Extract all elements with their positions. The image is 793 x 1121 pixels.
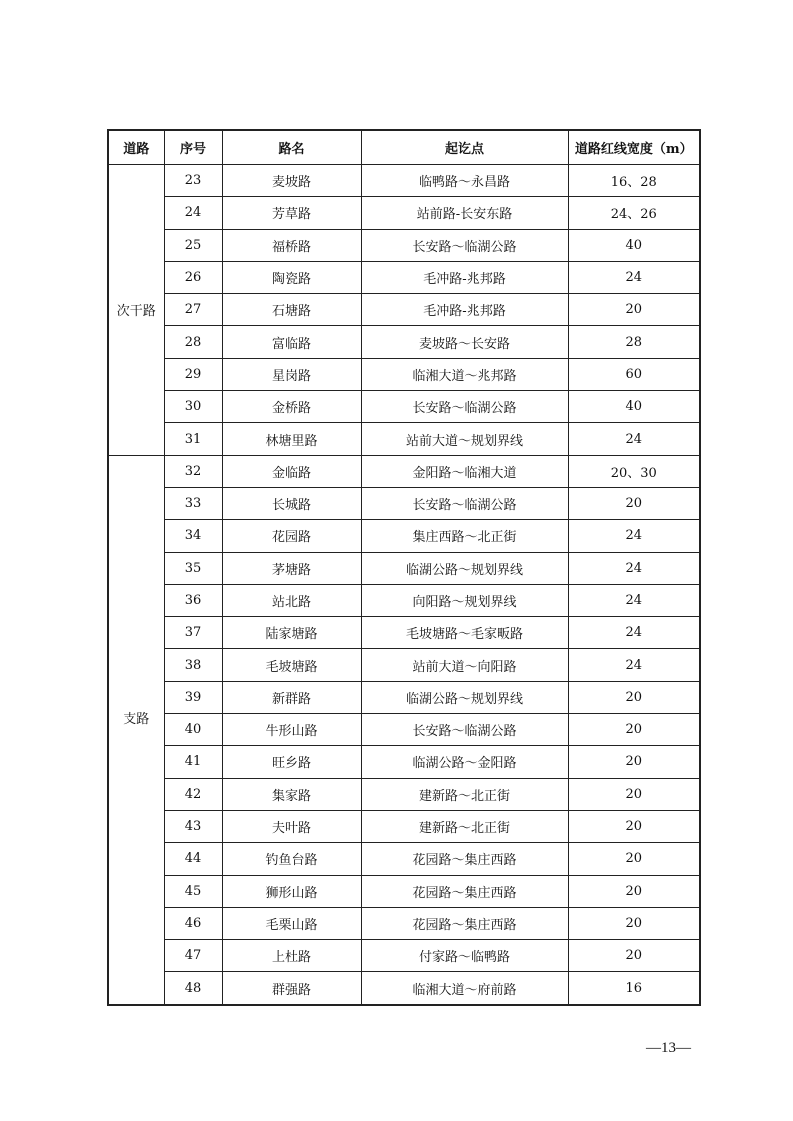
- red-line-width: 20、30: [568, 455, 700, 487]
- red-line-width: 24、26: [568, 197, 700, 229]
- start-end-points: 站前大道～规划界线: [361, 423, 568, 455]
- red-line-width: 16、28: [568, 165, 700, 197]
- row-number: 35: [164, 552, 222, 584]
- road-name: 石塘路: [222, 294, 361, 326]
- row-number: 34: [164, 520, 222, 552]
- table-row: [108, 423, 700, 455]
- table-row: [108, 487, 700, 519]
- start-end-points: 临湖公路～金阳路: [361, 746, 568, 778]
- road-name: 新群路: [222, 681, 361, 713]
- road-name: 茅塘路: [222, 552, 361, 584]
- red-line-width: 24: [568, 552, 700, 584]
- start-end-points: 花园路～集庄西路: [361, 907, 568, 939]
- table-row: [108, 197, 700, 229]
- road-name: 毛栗山路: [222, 907, 361, 939]
- table-row: [108, 294, 700, 326]
- table-row: [108, 326, 700, 358]
- red-line-width: 20: [568, 875, 700, 907]
- row-number: 47: [164, 940, 222, 972]
- road-name: 林塘里路: [222, 423, 361, 455]
- start-end-points: 长安路～临湖公路: [361, 391, 568, 423]
- road-name: 星岗路: [222, 358, 361, 390]
- road-table: [107, 129, 701, 1006]
- red-line-width: 24: [568, 649, 700, 681]
- row-number: 30: [164, 391, 222, 423]
- table-row: [108, 907, 700, 939]
- road-name: 花园路: [222, 520, 361, 552]
- red-line-width: 20: [568, 746, 700, 778]
- red-line-width: 28: [568, 326, 700, 358]
- start-end-points: 向阳路～规划界线: [361, 584, 568, 616]
- start-end-points: 毛坡塘路～毛家畈路: [361, 617, 568, 649]
- red-line-width: 20: [568, 714, 700, 746]
- row-number: 40: [164, 714, 222, 746]
- row-number: 29: [164, 358, 222, 390]
- start-end-points: 临湘大道～府前路: [361, 972, 568, 1005]
- row-number: 23: [164, 165, 222, 197]
- start-end-points: 建新路～北正街: [361, 810, 568, 842]
- table-row: [108, 875, 700, 907]
- row-number: 31: [164, 423, 222, 455]
- page-number: —13—: [646, 1040, 691, 1056]
- table-row: [108, 261, 700, 293]
- table-header-row: [108, 130, 700, 165]
- table-row: [108, 552, 700, 584]
- row-number: 24: [164, 197, 222, 229]
- red-line-width: 20: [568, 907, 700, 939]
- road-name: 上杜路: [222, 940, 361, 972]
- red-line-width: 20: [568, 294, 700, 326]
- start-end-points: 站前路-长安东路: [361, 197, 568, 229]
- red-line-width: 40: [568, 391, 700, 423]
- table-body: [108, 165, 700, 1005]
- red-line-width: 24: [568, 261, 700, 293]
- row-number: 39: [164, 681, 222, 713]
- start-end-points: 临湖公路～规划界线: [361, 681, 568, 713]
- row-number: 27: [164, 294, 222, 326]
- table-row: [108, 972, 700, 1005]
- table-row: [108, 681, 700, 713]
- table-row: [108, 584, 700, 616]
- header-width: 道路红线宽度（m）: [568, 130, 700, 165]
- row-number: 28: [164, 326, 222, 358]
- road-name: 站北路: [222, 584, 361, 616]
- start-end-points: 站前大道～向阳路: [361, 649, 568, 681]
- road-name: 群强路: [222, 972, 361, 1005]
- road-name: 富临路: [222, 326, 361, 358]
- start-end-points: 毛冲路-兆邦路: [361, 294, 568, 326]
- table-row: [108, 617, 700, 649]
- red-line-width: 40: [568, 229, 700, 261]
- header-start-end: 起讫点: [361, 130, 568, 165]
- red-line-width: 24: [568, 520, 700, 552]
- row-number: 37: [164, 617, 222, 649]
- start-end-points: 金阳路～临湘大道: [361, 455, 568, 487]
- road-name: 陆家塘路: [222, 617, 361, 649]
- table-row: [108, 746, 700, 778]
- road-name: 金临路: [222, 455, 361, 487]
- header-number: 序号: [164, 130, 222, 165]
- row-number: 45: [164, 875, 222, 907]
- row-number: 25: [164, 229, 222, 261]
- road-name: 陶瓷路: [222, 261, 361, 293]
- table-row: [108, 455, 700, 487]
- start-end-points: 毛冲路-兆邦路: [361, 261, 568, 293]
- road-name: 麦坡路: [222, 165, 361, 197]
- red-line-width: 20: [568, 843, 700, 875]
- start-end-points: 长安路～临湖公路: [361, 229, 568, 261]
- row-number: 43: [164, 810, 222, 842]
- start-end-points: 临鸭路～永昌路: [361, 165, 568, 197]
- row-number: 41: [164, 746, 222, 778]
- road-name: 毛坡塘路: [222, 649, 361, 681]
- row-number: 48: [164, 972, 222, 1005]
- table-row: [108, 714, 700, 746]
- red-line-width: 16: [568, 972, 700, 1005]
- start-end-points: 花园路～集庄西路: [361, 843, 568, 875]
- table-row: [108, 229, 700, 261]
- red-line-width: 20: [568, 681, 700, 713]
- red-line-width: 60: [568, 358, 700, 390]
- red-line-width: 20: [568, 487, 700, 519]
- table-row: [108, 358, 700, 390]
- red-line-width: 24: [568, 584, 700, 616]
- row-number: 36: [164, 584, 222, 616]
- start-end-points: 麦坡路～长安路: [361, 326, 568, 358]
- start-end-points: 建新路～北正街: [361, 778, 568, 810]
- table-row: [108, 843, 700, 875]
- start-end-points: 临湖公路～规划界线: [361, 552, 568, 584]
- red-line-width: 20: [568, 778, 700, 810]
- road-name: 集家路: [222, 778, 361, 810]
- road-name: 长城路: [222, 487, 361, 519]
- table-row: [108, 649, 700, 681]
- red-line-width: 20: [568, 810, 700, 842]
- row-number: 32: [164, 455, 222, 487]
- row-number: 26: [164, 261, 222, 293]
- table-row: [108, 391, 700, 423]
- row-number: 46: [164, 907, 222, 939]
- road-category: 支路: [108, 455, 164, 1005]
- table-row: [108, 520, 700, 552]
- row-number: 38: [164, 649, 222, 681]
- road-name: 福桥路: [222, 229, 361, 261]
- start-end-points: 花园路～集庄西路: [361, 875, 568, 907]
- road-category: 次干路: [108, 165, 164, 456]
- road-name: 夫叶路: [222, 810, 361, 842]
- road-name: 芳草路: [222, 197, 361, 229]
- table-row: [108, 810, 700, 842]
- row-number: 44: [164, 843, 222, 875]
- table-row: [108, 165, 700, 197]
- start-end-points: 长安路～临湖公路: [361, 714, 568, 746]
- row-number: 33: [164, 487, 222, 519]
- road-name: 金桥路: [222, 391, 361, 423]
- start-end-points: 长安路～临湖公路: [361, 487, 568, 519]
- road-name: 旺乡路: [222, 746, 361, 778]
- red-line-width: 24: [568, 617, 700, 649]
- road-name: 狮形山路: [222, 875, 361, 907]
- header-road-name: 路名: [222, 130, 361, 165]
- row-number: 42: [164, 778, 222, 810]
- header-road-type: 道路: [108, 130, 164, 165]
- road-name: 钓鱼台路: [222, 843, 361, 875]
- table-row: [108, 778, 700, 810]
- red-line-width: 24: [568, 423, 700, 455]
- start-end-points: 临湘大道～兆邦路: [361, 358, 568, 390]
- table-row: [108, 940, 700, 972]
- start-end-points: 集庄西路～北正街: [361, 520, 568, 552]
- red-line-width: 20: [568, 940, 700, 972]
- start-end-points: 付家路～临鸭路: [361, 940, 568, 972]
- road-name: 牛形山路: [222, 714, 361, 746]
